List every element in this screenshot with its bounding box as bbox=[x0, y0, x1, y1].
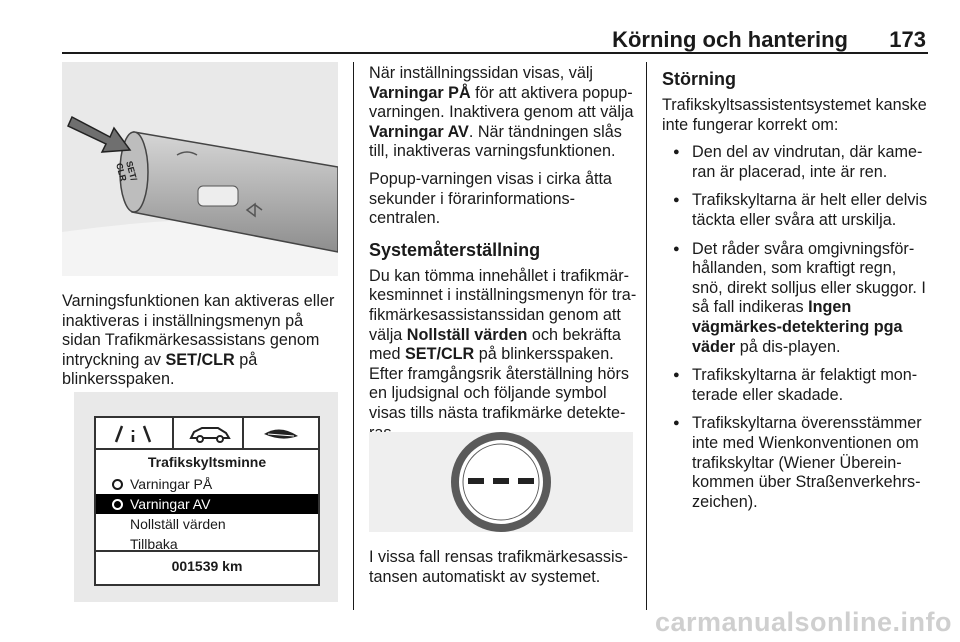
turn-signal-lever-figure bbox=[62, 62, 338, 276]
list-item: ● Den del av vindrutan, där kame-ran är placerad, inte är ren. bbox=[662, 143, 928, 182]
display-tab-vehicle bbox=[172, 418, 244, 450]
display-figure bbox=[74, 392, 338, 602]
list-item: ● Trafikskyltarna är felaktigt mon-terade eller skadade. bbox=[662, 366, 928, 405]
display-option-off: Varningar AV bbox=[96, 494, 318, 514]
column-divider-left bbox=[353, 62, 354, 610]
caption-lever: Varningsfunktionen kan aktiveras eller inaktiveras i inställningsmenyn på sidan Trafikmärkesassistans genom intryckning av SET/CLR på blinkersspaken. bbox=[62, 292, 335, 389]
heading-reset: Systemåterställning bbox=[369, 239, 541, 260]
odometer-readout: 001539 km bbox=[96, 550, 318, 580]
paragraph: I vissa fall rensas trafikmärkesassis-tansen automatiskt av systemet. bbox=[369, 548, 629, 586]
display-tab-bar bbox=[96, 418, 318, 450]
list-item: ● Det råder svåra omgivningsför-hållanden, som kraftigt regn, snö, direkt solljus eller skuggor. I så fall indikeras Ingen vägmärkes-detektering pga väder på dis-playen. bbox=[662, 240, 928, 358]
fault-list bbox=[662, 143, 928, 512]
middle-column-closing bbox=[369, 548, 637, 595]
end-of-restriction-figure bbox=[369, 432, 633, 532]
radio-icon bbox=[112, 499, 123, 510]
end-of-restriction-sign-icon bbox=[369, 432, 633, 532]
header-rule bbox=[62, 52, 928, 54]
watermark: carmanualsonline.info bbox=[654, 607, 952, 637]
eco-leaf-icon bbox=[262, 426, 302, 444]
lever-illustration bbox=[62, 62, 338, 276]
road-lanes-icon bbox=[110, 424, 156, 444]
list-item: ● Trafikskyltarna är helt eller delvis täckta eller svåra att urskilja. bbox=[662, 191, 928, 230]
car-icon bbox=[188, 424, 232, 444]
driver-info-display bbox=[94, 416, 320, 586]
display-title: Trafikskyltsminne bbox=[147, 454, 267, 470]
list-item: ● Trafikskyltarna överensstämmer inte med Wienkonventionen om trafikskyltar (Wiener Überein-kommen über Straßenverkehrs-zeichen). bbox=[662, 414, 928, 512]
set-label: SET/ bbox=[124, 159, 139, 182]
display-option-reset: Nollställ värden bbox=[130, 516, 226, 532]
lever-button bbox=[198, 186, 238, 206]
page-header bbox=[0, 0, 960, 52]
clr-label: CLR bbox=[114, 161, 129, 183]
radio-icon bbox=[112, 479, 123, 490]
paragraph: När inställningssidan visas, välj Varningar PÅ för att aktivera popup-varningen. Inaktivera genom att välja Varningar AV. När tändningen slås till, inaktiveras varningsfunktionen. bbox=[369, 64, 634, 161]
column-divider-right bbox=[646, 62, 647, 610]
arrow-pointer-icon bbox=[68, 117, 130, 152]
paragraph: Popup-varningen visas i cirka åtta sekunder i förarinformations-centralen. bbox=[369, 169, 612, 228]
page-number: 173 bbox=[889, 27, 926, 52]
right-column-text bbox=[662, 68, 928, 521]
paragraph: Trafikskyltsassistentsystemet kanske inte fungerar korrekt om: bbox=[662, 96, 927, 134]
paragraph: Du kan tömma innehållet i trafikmär-kesminnet i inställningsmenyn för tra-fikmärkesassistanssidan genom att välja Nollställ värden och bekräfta med SET/CLR på blinkersspaken. Efter framgångsrik återställning hörs en ljudsignal och följande symbol visas tills nästa trafikmärke detekte- bbox=[369, 266, 637, 422]
middle-column-text bbox=[369, 64, 637, 451]
heading-fault: Störning bbox=[662, 69, 736, 89]
display-option-back: Tillbaka bbox=[130, 536, 178, 552]
display-option-on: Varningar PÅ bbox=[96, 474, 318, 494]
section-title: Körning och hantering bbox=[612, 27, 848, 52]
